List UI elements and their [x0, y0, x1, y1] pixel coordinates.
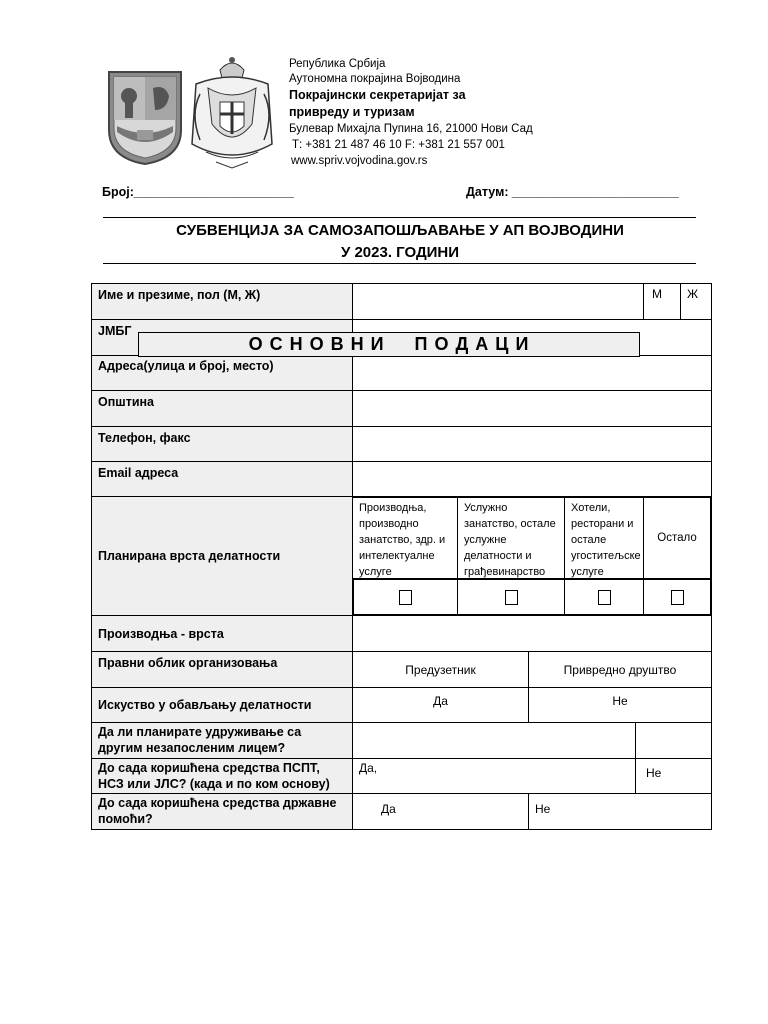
header-address: Булевар Михајла Пупина 16, 21000 Нови Сад [289, 123, 533, 135]
serbia-coat-of-arms-logo [186, 54, 278, 172]
checkbox-icon [505, 590, 518, 605]
association-extra-input[interactable] [635, 722, 712, 759]
activity-option-services-label: Услужно занатство, остале услужне делатности и грађевинарство [457, 496, 565, 579]
production-type-input[interactable] [352, 615, 712, 652]
activity-option-hospitality-label: Хотели, ресторани и остале угоститељске услуге [564, 496, 644, 579]
divider [103, 263, 696, 264]
phone-input[interactable] [352, 426, 712, 462]
label-production-type: Производња - врста [91, 615, 353, 652]
checkbox-icon [671, 590, 684, 605]
header-province: Аутономна покрајина Војводина [289, 73, 461, 85]
email-input[interactable] [352, 461, 712, 497]
activity-hospitality-checkbox[interactable] [564, 578, 644, 616]
header-secretariat-2: привреду и туризам [289, 105, 415, 119]
label-association: Да ли планирате удруживање са другим незапосленим лицем? [91, 722, 353, 759]
header-website: www.spriv.vojvodina.gov.rs [291, 155, 428, 167]
label-planned-activity: Планирана врста делатности [91, 496, 353, 616]
label-legal-form: Правни облик организовања [91, 651, 353, 688]
municipality-input[interactable] [352, 390, 712, 427]
divider [103, 217, 696, 218]
header-secretariat-1: Покрајински секретаријат за [289, 88, 466, 102]
checkbox-icon [399, 590, 412, 605]
section-banner-basic-data: О С Н О В Н И П О Д А Ц И [138, 332, 640, 357]
label-jmbg: ЈМБГ [91, 319, 353, 356]
broj-field[interactable]: Број:_______________________ [102, 185, 294, 199]
experience-no-option[interactable]: Не [528, 687, 712, 723]
funds-used-no-option[interactable]: Не [635, 758, 712, 794]
state-aid-yes-option[interactable]: Да [352, 793, 529, 830]
label-experience: Искуство у обављању делатности [91, 687, 353, 723]
vojvodina-coat-of-arms-logo [107, 70, 183, 166]
association-input[interactable] [352, 722, 636, 759]
name-input[interactable] [352, 283, 644, 320]
datum-field[interactable]: Датум: ________________________ [466, 185, 679, 199]
experience-yes-option[interactable]: Да [352, 687, 529, 723]
address-input[interactable] [352, 355, 712, 391]
gender-z-option[interactable]: Ж [680, 283, 712, 320]
activity-other-checkbox[interactable] [643, 578, 712, 616]
legal-form-entrepreneur-option[interactable]: Предузетник [352, 651, 529, 688]
header-republic: Република Србија [289, 58, 386, 70]
gender-m-option[interactable]: М [643, 283, 681, 320]
header-phone: Т: +381 21 487 46 10 F: +381 21 557 001 [292, 139, 505, 151]
label-phone: Телефон, факс [91, 426, 353, 462]
document-title-line2: У 2023. ГОДИНИ [340, 244, 460, 261]
label-state-aid: До сада коришћена средства државне помоћи? [91, 793, 353, 830]
document-title-line1: СУБВЕНЦИЈА ЗА САМОЗАПОШЉАВАЊЕ У АП ВОЈВОДИНИ [176, 222, 624, 239]
activity-option-other-label: Остало [643, 496, 712, 579]
activity-option-production-label: Производња, производно занатство, здр. и интелектуалне услуге [352, 496, 458, 579]
state-aid-no-option[interactable]: Не [528, 793, 712, 830]
checkbox-icon [598, 590, 611, 605]
activity-services-checkbox[interactable] [457, 578, 565, 616]
activity-production-checkbox[interactable] [352, 578, 458, 616]
legal-form-company-option[interactable]: Привредно друштво [528, 651, 712, 688]
label-email: Email адреса [91, 461, 353, 497]
label-name: Име и презиме, пол (М, Ж) [91, 283, 353, 320]
label-funds-used: До сада коришћена средства ПСПТ, НСЗ или ЈЛС? (када и по ком основу) [91, 758, 353, 794]
label-municipality: Општина [91, 390, 353, 427]
label-address: Адреса(улица и број, место) [91, 355, 353, 391]
funds-used-yes-input[interactable]: Да, [352, 758, 636, 794]
